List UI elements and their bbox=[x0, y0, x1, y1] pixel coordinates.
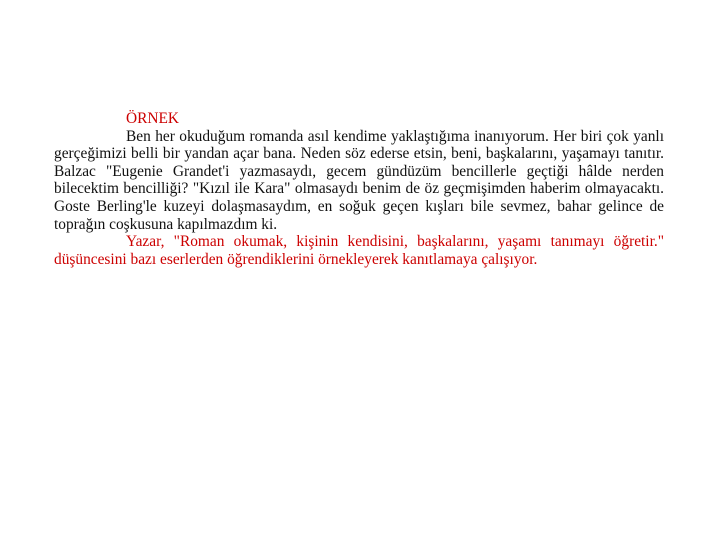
example-heading: ÖRNEK bbox=[126, 110, 180, 127]
quote-paragraph: Ben her okuduğum romanda asıl kendime yaklaştığıma inanıyorum. Her biri çok yanlı gerçeğimizi belli bir yandan açar bana. Neden söz ederse etsin, beni, başkalarını, yaşamayı tanıtır. Balzac "Eugenie Grandet'i yazmasaydı, gecem gündüzüm bencillerle geçtiği hâlde nerden bilecektim bencilliği? "Kızıl ile Kara" olmasaydı benim de öz geçmişimden haberim olmayacaktı. Goste Berling'le kuzeyi dolaşmasaydım, en soğuk geçen kışları bile sevmez, bahar gelince de toprağın coşkusuna kapılmazdım ki. bbox=[54, 127, 664, 233]
text-block bbox=[54, 110, 664, 268]
explanation-paragraph: Yazar, "Roman okumak, kişinin kendisini, başkalarını, yaşamı tanımayı öğretir." düşüncesini bazı eserlerden öğrendiklerini örnekleyerek kanıtlamaya çalışıyor. bbox=[54, 233, 664, 268]
